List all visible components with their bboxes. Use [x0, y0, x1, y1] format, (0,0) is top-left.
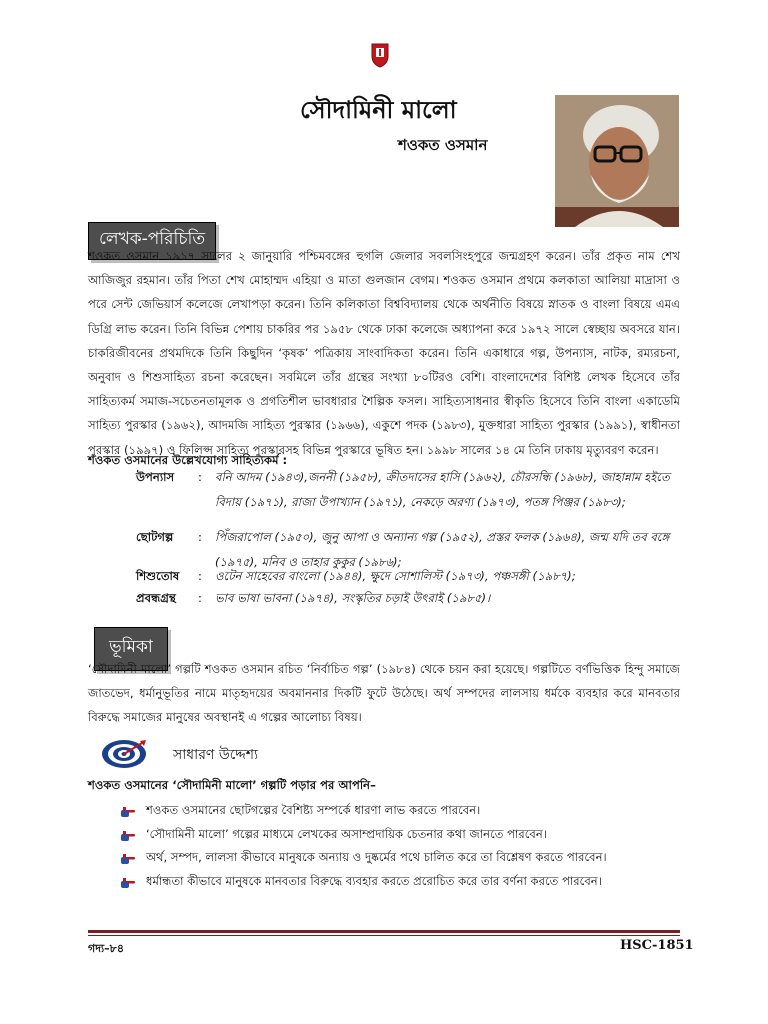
objectives-title: সাধারণ উদ্দেশ্য: [173, 747, 259, 763]
pointing-hand-icon: [120, 828, 136, 842]
works-label: প্রবন্ধগ্রন্থ: [136, 591, 176, 605]
list-item: [120, 799, 680, 823]
works-list: ভাব ভাষা ভাবনা (১৯৭৪), সংস্কৃতির চড়াই উৎরাই (১৯৮৫)।: [215, 591, 491, 605]
author-intro-text: শওকত ওসমান ১৯১৭ সালের ২ জানুয়ারি পশ্চিমবঙ্গের হুগলি জেলার সবলসিংহপুরে জন্মগ্রহণ করেন। তাঁর প্রকৃত নাম শেখ আজিজুর রহমান। তাঁর পিতা শেখ মোহাম্মদ এহিয়া ও মাতা গুলজান বেগম। শওকত ওসমান প্রথমে কলকাতা আলিয়া মাদ্রাসা ও পরে সেন্ট জেভিয়ার্স কলেজে লেখাপড়া করেন। তিনি কলিকাতা বিশ্ববিদ্যালয় থেকে অর্থনীতি বিষয়ে স্নাতক ও বাংলা বিষয়ে এমএ ডিগ্রি লাভ করেন। তিনি বিভিন্ন পেশায় চাকরির পর ১৯৫৮ থেকে ঢাকা কলেজে অধ্যাপনা করে ১৯৭২ সালে স্বেচ্ছায় অবসরে যান। চাকরিজীবনের প্রথমদিকে তিনি কিছুদিন ‘কৃষক’ পত্রিকায় সাংবাদিকতা করেন। তিনি একাধারে গল্প, উপন্যাস, নাটক, রম্যরচনা, অনুবাদ ও শিশুসাহিত্য রচনা করেছেন। সবমিলে তাঁর গ্রন্থের সংখ্যা ৮০টিরও বেশি। বাংলাদেশের বিশিষ্ট লেখক হিসেবে তাঁর সাহিত্যকর্ম সমাজ-সচেতনতামূলক ও প্রগতিশীল ভাবধারার শৈল্পিক ফসল। সাহিত্যসাধনার স্বীকৃতি হিসেবে তিনি বাংলা একাডেমি সাহিত্য পুরস্কার (১৯৬২), আদমজি সাহিত্য পুরস্কার (১৯৬৬), একুশে পদক (১৯৮৩), মুক্তধারা সাহিত্য পুরস্কার (১৯৯১), স্বাধীনতা পুরস্কার (১৯৯৭) ও ফিলিপ্স সাহিত্য পুরস্কারসহ বিভিন্ন পুরস্কারে ভূষিত হন। ১৯৯৮ সালের ১৪ মে তিনি ঢাকায় মৃত্যুবরণ করেন।: [88, 249, 680, 457]
institution-logo-icon: [370, 42, 390, 68]
objective-text: ‘সৌদামিনী মালো’ গল্পের মাধ্যমে লেখকের অসাম্প্রদায়িক চেতনার কথা জানতে পারবেন।: [146, 826, 547, 841]
page-title: সৌদামিনী মালো: [300, 96, 457, 124]
works-colon: :: [198, 591, 202, 605]
works-colon: :: [198, 569, 202, 583]
author-intro-paragraph: [88, 244, 680, 462]
works-colon: :: [198, 470, 202, 484]
author-photo: [555, 95, 679, 227]
pointing-hand-icon: [120, 851, 136, 865]
course-code: HSC-1851: [620, 938, 694, 953]
works-label: ছোটগল্প: [136, 530, 174, 544]
works-list: পিঁজরাপোল (১৯৫০), জুনু আপা ও অন্যান্য গল্প (১৯৫২), প্রস্তর ফলক (১৯৬৪), জন্ম যদি তব বঙ্গে (১৯৭৫), মনিব ও তাহার কুকুর (১৯৮৬);: [215, 530, 670, 569]
works-heading: শওকত ওসমানের উল্লেখযোগ্য সাহিত্যকর্ম :: [88, 453, 288, 467]
pointing-hand-icon: [120, 875, 136, 889]
objective-text: অর্থ, সম্পদ, লালসা কীভাবে মানুষকে অন্যায় ও দুষ্কর্মের পথে চালিত করে তা বিশ্লেষণ করতে পারবেন।: [146, 850, 607, 864]
works-list: ওটেন সাহেবের বাংলো (১৯৪৪), ক্ষুদে সোশালিস্ট (১৯৭৩), পঞ্চসঙ্গী (১৯৮৭);: [215, 569, 576, 583]
list-item: [120, 823, 680, 847]
introduction-text: ‘সৌদামিনী মালো’ গল্পটি শওকত ওসমান রচিত ‘নির্বাচিত গল্প’ (১৯৮৪) থেকে চয়ন করা হয়েছে। গল্পটিতে বর্ণভিত্তিক হিন্দু সমাজে জাতভেদ, ধর্মানুভূতির নামে মাতৃহৃদয়ের অবমাননার দিকটি ফুটে উঠেছে। অর্থ সম্পদের লালসায় ধর্মকে ব্যবহার করে মানবতার বিরুদ্ধে সমাজের মানুষের অবস্থানই এ গল্পের আলোচ্য বিষয়।: [88, 662, 680, 725]
pointing-hand-icon: [120, 804, 136, 818]
list-item: [120, 870, 680, 894]
list-item: [120, 846, 680, 870]
objectives-lead: শওকত ওসমানের ‘সৌদামিনী মালো’ গল্পটি পড়ার পর আপনি–: [88, 778, 376, 792]
objective-text: শওকত ওসমানের ছোটগল্পের বৈশিষ্ট্য সম্পর্কে ধারণা লাভ করতে পারবেন।: [146, 803, 481, 817]
objectives-list: [120, 799, 680, 893]
objective-text: ধর্মান্ধতা কীভাবে মানুষকে মানবতার বিরুদ্ধে ব্যবহার করতে প্ররোচিত করে তার বর্ণনা করতে পারবেন।: [146, 873, 602, 888]
target-icon: [100, 739, 148, 769]
section-heading-introduction: ভূমিকা: [94, 627, 168, 671]
footer-rule-thin: [88, 935, 680, 936]
footer-rule: [88, 930, 680, 933]
works-label: উপন্যাস: [136, 470, 175, 484]
works-list: বনি আদম (১৯৪৩),জননী (১৯৫৮), ক্রীতদাসের হাসি (১৯৬২), চৌরসন্ধি (১৯৬৮), জাহান্নাম হইতে বিদায় (১৯৭১), রাজা উপাখ্যান (১৯৭১), নেকড়ে অরণ্য (১৯৭৩), পতঙ্গ পিঞ্জর (১৯৮৩);: [215, 470, 670, 509]
author-name: শওকত ওসমান: [398, 136, 488, 154]
works-colon: :: [198, 530, 202, 544]
page-number: গদ্য–৮৪: [88, 942, 124, 955]
introduction-paragraph: [88, 657, 680, 730]
section-heading-author-intro: লেখক-পরিচিতি: [88, 222, 216, 260]
works-label: শিশুতোষ: [136, 569, 180, 583]
